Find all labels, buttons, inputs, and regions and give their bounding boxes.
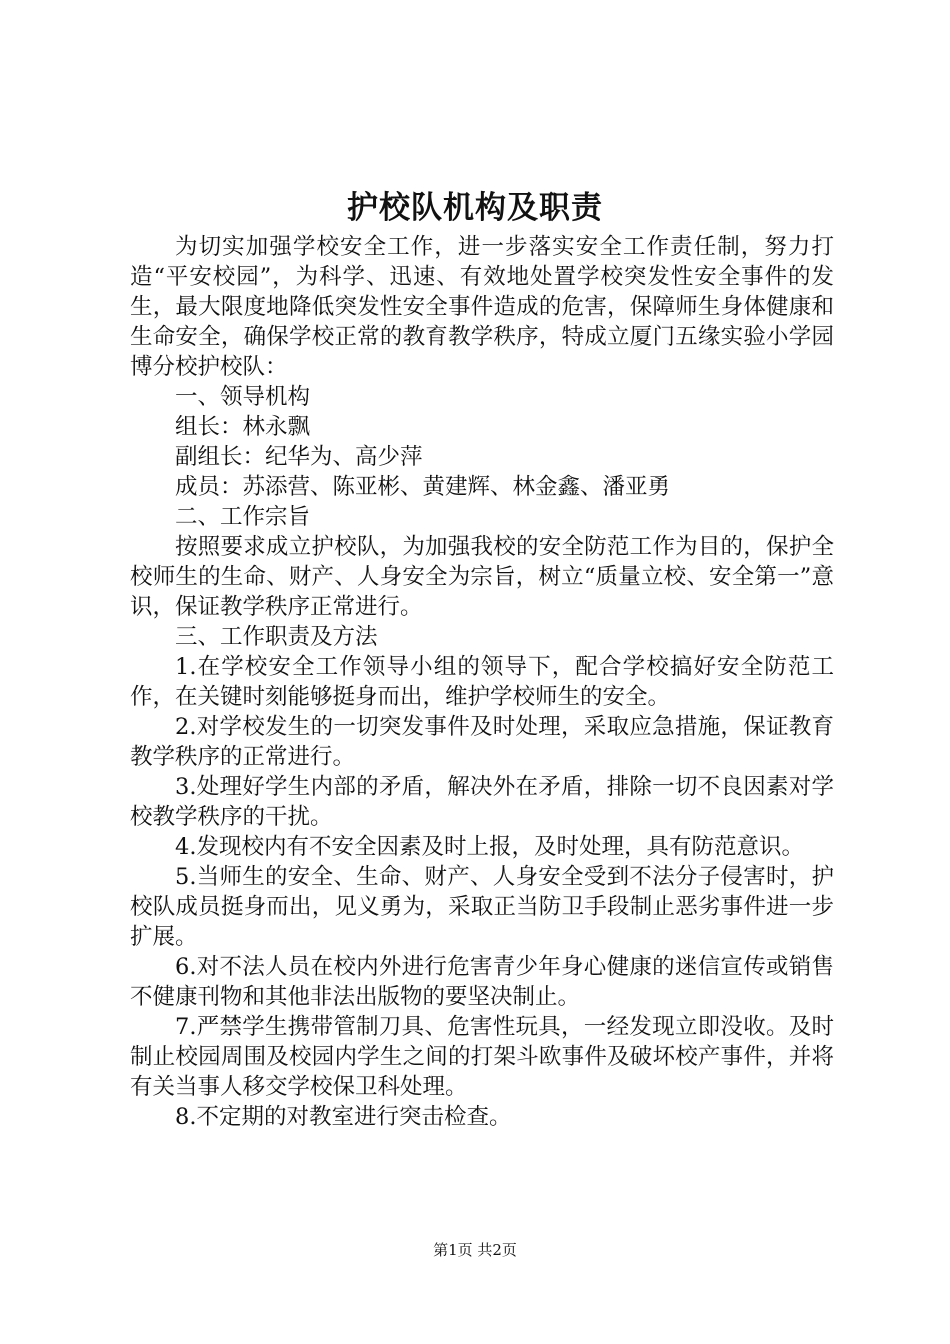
members-line: 成员：苏添营、陈亚彬、黄建辉、林金鑫、潘亚勇	[175, 474, 671, 500]
section-heading-duties: 三、工作职责及方法	[175, 624, 378, 650]
duty-item-8: 8.不定期的对教室进行突击检查。	[175, 1104, 512, 1130]
page-number-footer: 第1页 共2页	[433, 1241, 517, 1259]
duty-item-4: 4.发现校内有不安全因素及时上报，及时处理，具有防范意识。	[175, 834, 804, 860]
deputy-leader-line: 副组长：纪华为、高少萍	[175, 444, 423, 470]
duty-item-5: 5.当师生的安全、生命、财产、人身安全受到不法分子侵害时，护校队成员挺身而出，见义勇为，采取正当防卫手段制止恶劣事件进一步扩展。	[130, 864, 834, 950]
purpose-paragraph: 按照要求成立护校队，为加强我校的安全防范工作为目的，保护全校师生的生命、财产、人身安全为宗旨，树立“质量立校、安全第一”意识，保证教学秩序正常进行。	[130, 534, 834, 620]
section-heading-purpose: 二、工作宗旨	[175, 504, 311, 530]
duty-item-3: 3.处理好学生内部的矛盾，解决外在矛盾，排除一切不良因素对学校教学秩序的干扰。	[130, 774, 834, 830]
duty-item-7: 7.严禁学生携带管制刀具、危害性玩具，一经发现立即没收。及时制止校园周围及校园内学生之间的打架斗欧事件及破坏校产事件，并将有关当事人移交学校保卫科处理。	[130, 1014, 834, 1100]
document-title: 护校队机构及职责	[347, 190, 603, 226]
document-body	[130, 232, 834, 1132]
duty-item-2: 2.对学校发生的一切突发事件及时处理，采取应急措施，保证教育教学秩序的正常进行。	[130, 714, 834, 770]
section-heading-leadership: 一、领导机构	[175, 384, 311, 410]
duty-item-1: 1.在学校安全工作领导小组的领导下，配合学校搞好安全防范工作，在关键时刻能够挺身而出，维护学校师生的安全。	[130, 654, 834, 710]
leader-line: 组长：林永飘	[175, 414, 311, 440]
duty-item-6: 6.对不法人员在校内外进行危害青少年身心健康的迷信宣传或销售不健康刊物和其他非法出版物的要坚决制止。	[130, 954, 834, 1010]
intro-paragraph: 为切实加强学校安全工作，进一步落实安全工作责任制，努力打造“平安校园”，为科学、迅速、有效地处置学校突发性安全事件的发生，最大限度地降低突发性安全事件造成的危害，保障师生身体健康和生命安全，确保学校正常的教育教学秩序，特成立厦门五缘实验小学园博分校护校队：	[130, 234, 834, 380]
